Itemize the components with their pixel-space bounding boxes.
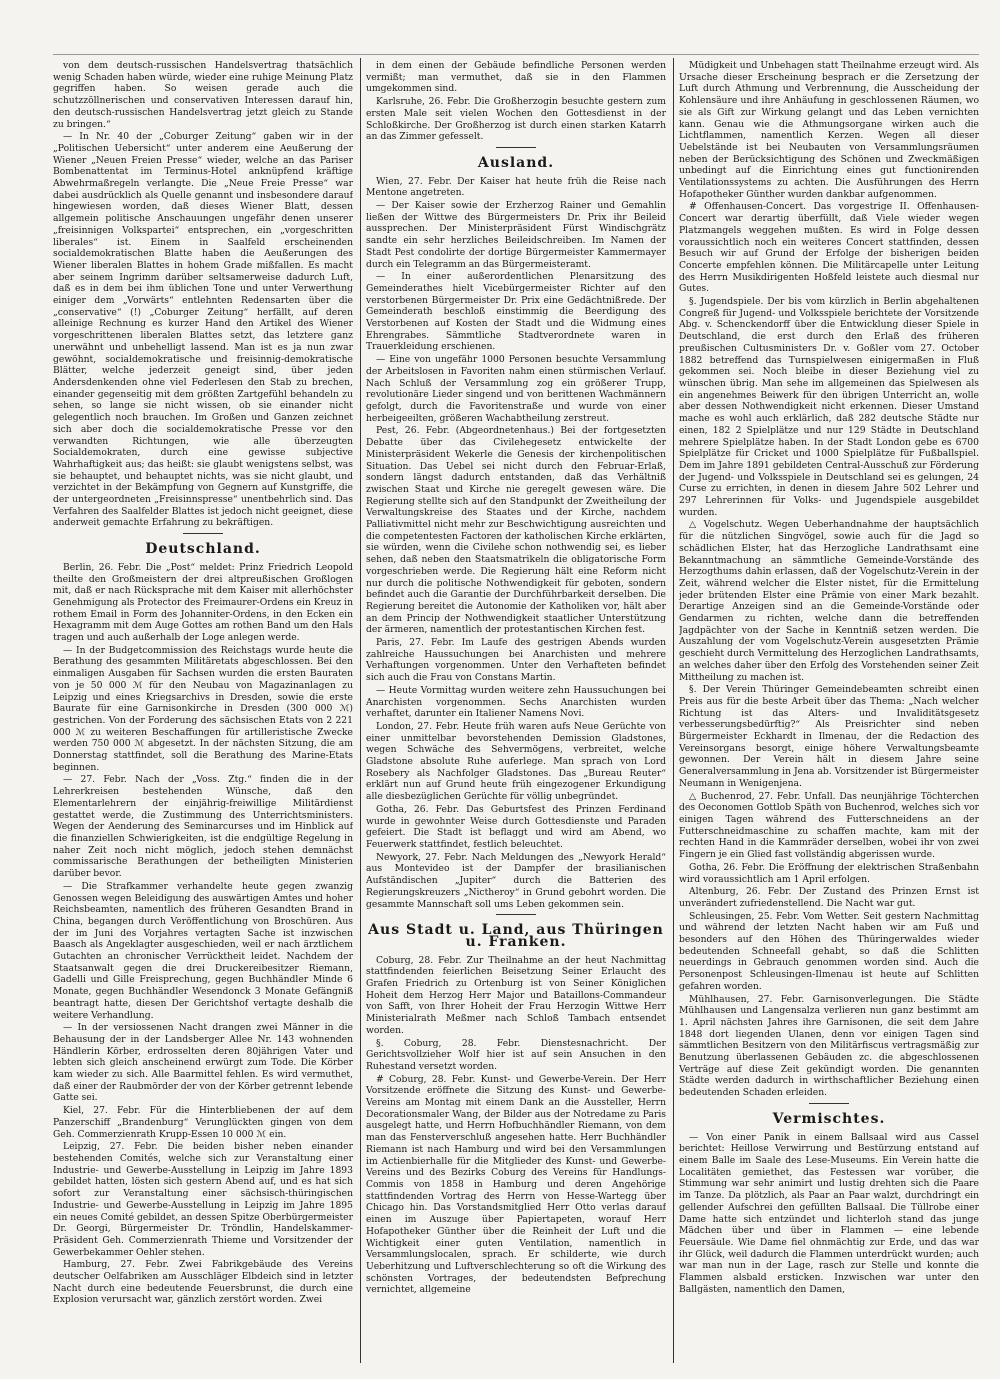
paragraph: London, 27. Febr. Heute früh waren aufs Neue Gerüchte von einer unmittelbar bevorstehenden Demission Gladstones, wegen Schwäche des Sehvermögens, verbreitet, welche Gladstone absolute Ruhe auferlege. Man sprach von Lord Rosebery als Nachfolger Gladstones. Das „Bureau Reuter“ erklärt nun auf Grund heute früh eingezogener Erkundigung alle diesbezüglichen Gerüchte für völlig unbegründet. [366,720,666,803]
paragraph: von dem deutsch-russischen Handelsvertrag thatsächlich wenig Schaden haben würde, wieder eine ruhige Meinung Platz gegriffen haben. So weisen gerade auch die schutzzöllnerischen und conservativen Interessen darauf hin, den deutsch-russischen Handelsvertrag jetzt gleich zu Stande zu bringen.“ [53,60,353,130]
paragraph: △ Buchenrod, 27. Febr. Unfall. Das neunjährige Töchterchen des Oeconomen Gottlob Späth von Buchenrod, welches sich vor einigen Tagen während des Futterschneidens an der Futterschneidmaschine zu schaffen machte, kam mit der rechten Hand in die Kammräder derselben, wobei ihr von zwei Fingern je ein Glied fast vollständig abgerissen wurde. [679,790,979,861]
top-rule [53,54,979,55]
paragraph: — Von einer Panik in einem Ballsaal wird aus Cassel berichtet: Heillose Verwirrung und Bestürzung entstand auf einem Balle im Saale des Lese-Museums. Ein Verein hatte die Localitäten gemiethet, das Festessen war vorüber, die Stimmung war sehr animirt und lustig drehten sich die Paare im Tanze. Da plötzlich, als Paar an Paar walzt, durchdringt ein gellender Aufschrei den gefüllten Ballsaal. Die Tüllrobe einer Dame hatte sich entzündet und lichterloh stand das junge Mädchen über und über in Flammen — eine lebende Feuersäule. Wie Dame fiel ohnmächtig zur Erde, und das war ihr Glück, weil dadurch die Flammen unterdrückt wurden; auch war man nun in der Lage, rasch zur Stelle und konnte die Flammen alsbald ersticken. Inzwischen war unter den Ballgästen, namentlich den Damen, [679,1131,979,1295]
paragraph: # Coburg, 28. Febr. Kunst- und Gewerbe-Verein. Der Herr Vorsitzende eröffnete die Sitzung des Kunst- und Gewerbe-Vereins am Montag mit einem Dank an die Aussteller, Herrn Decorationsmaler Wang, der Bilder aus der Notredame zu Paris ausgelegt hatte, und Herrn Hofbuchhändler Riemann, von dem man das Fensterverschluß angesehen hatte. Herr Buchhändler Riemann ist nach Hamburg und wird bei den Versammlungen im Actienbierhalle für die Mitglieder des Kunst- und Gewerbe-Vereins und des Bezirks Coburg des Vereins für Handlungs-Commis von 1858 in Hamburg und deren Angehörige stattfindenden Vortrag des Herrn von Hesse-Wartegg über Chicago hin. Das Vorstandsmitglied Herr Otto verlas darauf einen im Auszuge über Papiertapeten, worauf Herr Hofapotheker Günther über die Reinheit der Luft und die Wichtigkeit einer guten Ventilation, namentlich in Versammlungslocalen, sprach. Er schilderte, wie durch Ueberhitzung und Luftverschlechterung so oft die Wirkung des schönsten Vortrages, der bedeutendsten Befprechung vernichtet, allgemeine [366,1073,666,1296]
column-rule-1 [360,58,361,1363]
section-heading-deutschland: Deutschland. [145,541,261,558]
paragraph: Berlin, 26. Febr. Die „Post“ meldet: Prinz Friedrich Leopold theilte den Großmeistern der drei altpreußischen Großlogen mit, daß er nach Rücksprache mit dem Kaiser mit allerhöchster Genehmigung als Protector des Freimaurer-Ordens ein Kreuz in rothem Email in Form des Johanniter-Ordens, in den Ecken ein Hexagramm mit dem Auge Gottes am rothen Band um den Hals tragen und auch außerhalb der Loge anlegen werde. [53,561,353,644]
paragraph: §. Der Verein Thüringer Gemeindebeamten schreibt einen Preis aus für die beste Arbeit über das Thema: „Nach welcher Richtung ist das Alters- und Invaliditätsgesetz verbesserungsbedürftig?“ Als Preisrichter sind neben Bürgermeister Eckhardt in Ilmenau, der die Redaction des Vereinsorgans besorgt, einige höhere Verwaltungsbeamte gewonnen. Der Verein hält in diesem Jahre seine Generalversammlung in Jena ab. Vorsitzender ist Bürgermeister Neumann in Wenigenjena. [679,684,979,789]
paragraph: Leipzig, 27. Febr. Die beiden bisher neben einander bestehenden Comités, welche sich zur Veranstaltung einer Industrie- und Gewerbe-Ausstellung in Leipzig im Jahre 1893 gebildet hatten, lösten sich gestern Abend auf, und es hat sich sofort zur Veranstaltung einer sächsisch-thüringischen Industrie- und Gewerbe-Ausstellung in Leipzig im Jahre 1895 ein neues Comité gebildet, an dessen Spitze Oberbürgermeister Dr. Georgi, Bürgermeister Dr. Tröndlin, Handelskammer-Präsident Geh. Commerzienrath Thieme und Vorsitzender der Gewerbekammer Oehler stehen. [53,1141,353,1258]
paragraph: Wien, 27. Febr. Der Kaiser hat heute früh die Reise nach Mentone angetreten. [366,175,666,199]
paragraph: Karlsruhe, 26. Febr. Die Großherzogin besuchte gestern zum ersten Male seit vielen Wochen den Gottesdienst in der Schloßkirche. Der Großherzog ist durch einen starken Katarrh an das Zimmer gefesselt. [366,96,666,143]
paragraph: Gotha, 26. Febr. Das Geburtsfest des Prinzen Ferdinand wurde in gewohnter Weise durch Gottesdienste und Paraden gefeiert. Die Stadt ist beflaggt und wird am Abend, wo Feuerwerk stattfindet, festlich beleuchtet. [366,803,666,850]
divider [496,147,536,148]
column-3 [679,60,979,1360]
paragraph: — In Nr. 40 der „Coburger Zeitung“ gaben wir in der „Politischen Uebersicht“ unter anderem eine Aeußerung der Wiener „Neuen Freien Presse“ wieder, welche an das Pariser Bombenattentat im Terminus-Hotel anknüpfend kräftige Abwehrmaßregeln verlangte. Die „Neue Freie Presse“ war dabei ausdrücklich als Quelle genannt und insbesondere darauf hingewiesen worden, daß dieses Wiener Blatt, dessen allgemein politische Anschauungen ungefähr denen unserer „freisinnigen Volkspartei“ entsprechen, ein „vorgeschritten liberales“ ist. Einem in Saalfeld erscheinenden socialdemokratischen Blatte haben die Aeußerungen des Wiener liberalen Blattes in hohem Grade mißfallen. Es macht aber seinem Ingrimm darüber seltsamerweise dadurch Luft, daß es in dem bei ihm üblichen Tone und unter Verwerthung einiger dem „Vorwärts“ entlehnten Redensarten über die „conservative“ (!) „Coburger Zeitung“ herfällt, auf deren alleinige Rechnung es kurzer Hand den Artikel des Wiener vorgeschrittenen liberalen Blattes setzt, das letztere ganz unerwähnt und unbehelligt lassend. Man ist es ja nun zwar gewöhnt, socialdemokratische und freisinnig-demokratische Blätter, welche jederzeit geneigt sind, über jeden Andersdenkenden ohne viel Federlesen den Stab zu brechen, einander gegenseitig mit dem größten Zartgefühl behandeln zu sehen, so lange sie nicht wissen, ob sie einander nicht gelegentlich noch brauchen. Im Großen und Ganzen zeichnet sich aber doch die socialdemokratische Presse vor den verwandten Richtungen, wie alle überzeugten Socialdemokraten, durch eine gewisse subjective Wahrhaftigkeit aus; das heißt: sie glaubt wenigstens selbst, was sie behauptet, und behauptet nichts, was sie nicht glaubt, und verzichtet in der Bekämpfung von Gegnern auf Kunstgriffe, die der untergeordneten „Freisinnspresse“ unentbehrlich sind. Das Verfahren des Saalfelder Blattes ist jedoch nicht geeignet, diese anderweit gemachte Erfahrung zu bekräftigen. [53,131,353,529]
paragraph: Müdigkeit und Unbehagen statt Theilnahme erzeugt wird. Als Ursache dieser Erscheinung besprach er die Zersetzung der Luft durch Athmung und Verbrennung, die Ausscheidung der Kohlensäure und ihre Anhäufung in geschlossenen Räumen, wo sie als Gift zur Wirkung gelangt und das Leben vernichten kann. Genau wie die Athmungsorgane wirken auch die Lichtflammen, namentlich Kerzen. Wegen all dieser Uebelstände ist bei Neubauten von Versammlungsräumen neben der Berücksichtigung des Schönen und Zweckmäßigen unbedingt auf die Einrichtung eines gut functionirenden Ventilationssystems zu achten. Die Ausführungen des Herrn Hofapotheker Günther wurden dankbar aufgenommen. [679,60,979,200]
paragraph: Pest, 26. Febr. (Abgeordnetenhaus.) Bei der fortgesetzten Debatte über das Civilehegesetz entwickelte der Ministerpräsident Wekerle die Genesis der kirchenpolitischen Situation. Das Uebel sei nicht durch den Februar-Erlaß, sondern längst dadurch entstanden, daß das Verhältniß zwischen Staat und Kirche nie geregelt gewesen wäre. Die Regierung stellte sich auf den Standpunkt der Zweitheilung der Verwaltungskreise des Staates und der Kirche, nachdem Palliativmittel nicht mehr zur Beschwichtigung ausreichten und die competentesten Factoren der katholischen Kirche erklärten, sie würden, wenn die Civilehe schon nothwendig sei, es lieber sehen, daß neben den Staatsmatrikeln die obligatorische Form vorgeschrieben werde. Die Regierung hält eine Reform nicht nur durch die politische Nothwendigkeit für geboten, sondern befindet auch die Garantie der Durchführbarkeit derselben. Die Regierung bereitet die Autonomie der Katholiken vor, hält aber an dem Princip der Nothwendigkeit staatlicher Unterstützung der ärmeren, namentlich der protestantischen Kirchen fest. [366,425,666,636]
paragraph: △ Vogelschutz. Wegen Ueberhandnahme der hauptsächlich für die nützlichen Singvögel, sowie auch für die Jagd so schädlichen Elster, hat das Herzogliche Landrathsamt eine Bekanntmachung an sämmtliche Gemeinde-Vorstände des Herzogthums dahin erlassen, daß der Vogelschutz-Verein in der Zeit, während welcher die Elster nistet, für die Ermittelung jeder brütenden Elster eine Prämie von einer Mark bezahlt. Derartige Anzeigen sind an die Gemeinde-Vorstände oder Gendarmen zu richten, welche dann die betreffenden Jagdpächter von der Sache in Kenntniß setzen werden. Die Auszahlung der vom Vogelschutz-Verein ausgesetzten Prämie geschieht durch Vermittelung des Herzoglichen Landrathsamts, an welches daher über den Erfolg des Vorstehenden seiner Zeit Mittheilung zu machen ist. [679,519,979,683]
paragraph: Coburg, 28. Febr. Zur Theilnahme an der heut Nachmittag stattfindenden feierlichen Beisetzung Seiner Erlaucht des Grafen Friedrich zu Ortenburg ist von Seiner Königlichen Hoheit dem Herzog Herr Major und Bataillons-Commandeur von Safft, von Ihrer Hoheit der Frau Herzogin Wittwe Herr Ministerialrath Meßmer nach Schloß Tambach entsendet worden. [366,954,666,1036]
column-rule-2 [673,58,674,1363]
section-heading-thueringen: Aus Stadt u. Land, aus Thüringen u. Franken. [368,922,664,950]
column-1 [53,60,353,1360]
section-heading-vermischtes: Vermischtes. [772,1110,886,1127]
divider [183,533,223,534]
paragraph: Altenburg, 26. Febr. Der Zustand des Prinzen Ernst ist unverändert zufriedenstellend. Die Nacht war gut. [679,886,979,909]
paragraph: — 27. Febr. Nach der „Voss. Ztg.“ finden die in der Lehrerkreisen bestehenden Wünsche, daß den Elementarlehrern der einjährig-freiwillige Militärdienst gestattet werde, die Zustimmung des Unterrichtsministers. Wegen der Aenderung des Seminarcurses und im Hinblick auf die finanziellen Schwierigkeiten, ist die endgültige Regelung in naher Zeit noch nicht möglich, jedoch stehen demnächst commissarische Berathungen der betheiligten Ministerien darüber bevor. [53,774,353,880]
paragraph: — Der Kaiser sowie der Erzherzog Rainer und Gemahlin ließen der Wittwe des Bürgermeisters Dr. Prix ihr Beileid aussprechen. Der Ministerpräsident Fürst Windischgrätz sandte ein sehr herzliches Beileidschreiben. Im Namen der Stadt Pest condolirte der dortige Bürgermeister Kammermayer durch ein Telegramm an das Bürgermeisteramt. [366,200,666,270]
column-2 [366,60,666,1360]
divider [496,914,536,915]
divider [809,1103,849,1104]
paragraph: — In der versiossenen Nacht drangen zwei Männer in die Behausung der in der Landsberger Allee Nr. 143 wohnenden Händlerin Körber, erdrosselten deren 80jährigen Vater und lebten sich gleich anscheinend erwürgt zum Tode. Die Körber kam wieder zu sich. Alle Baarmittel fehlen. Es wird vermuthet, daß einer der Raubmörder der von der Körber getrennt lebende Gatte sei. [53,1022,353,1104]
section-heading-ausland: Ausland. [477,154,555,171]
paragraph: Kiel, 27. Febr. Für die Hinterbliebenen der auf dem Panzerschiff „Brandenburg“ Verunglückten gingen von dem Geh. Commerzienrath Krupp-Essen 10 000 ℳ ein. [53,1105,353,1140]
paragraph: # Offenhausen-Concert. Das vorgestrige II. Offenhausen-Concert war derartig überfüllt, daß Viele wieder wegen Platzmangels weggehen mußten. Es wird in Folge dessen voraussichtlich noch ein weiteres Concert stattfinden, dessen Besuch wir auf Grund der Erfolge der bisherigen beiden Concerte empfehlen können. Die Militärcapelle unter Leitung des Herrn Musikdirigenten Hoßfeld leistete auch diesmal nur Gutes. [679,201,979,295]
paragraph: Paris, 27. Febr. Im Laufe des gestrigen Abends wurden zahlreiche Haussuchungen bei Anarchisten und mehrere Verhaftungen vorgenommen. Unter den Verhafteten befindet sich auch die Frau von Constans Martin. [366,637,666,684]
paragraph: — In einer außerordentlichen Plenarsitzung des Gemeinderathes hielt Vicebürgermeister Richter auf den verstorbenen Bürgermeister Dr. Prix eine Gedächtnißrede. Der Gemeinderath beschloß einstimmig die Beerdigung des Verstorbenen auf Kosten der Stadt und die Widmung eines Ehrengrabes. Sämmtliche Stadtverordnete waren in Trauerkleidung erschienen. [366,271,666,353]
paragraph: Schleusingen, 25. Febr. Vom Wetter. Seit gestern Nachmittag und während der letzten Nacht haben wir am Fuß und besonders auf den Höhen des Thüringerwaldes wieder bedeutenden Schneefall gehabt, so daß die Schlitten neuerdings in Gebrauch genommen worden sind. Auch die Personenpost Schleusingen-Ilmenau ist heute auf Schlitten gefahren worden. [679,910,979,992]
paragraph: — Heute Vormittag wurden weitere zehn Haussuchungen bei Anarchisten vorgenommen. Sechs Anarchisten wurden verhaftet, darunter ein Italiener Namens Novi. [366,684,666,720]
paragraph: — In der Budgetcommission des Reichstags wurde heute die Berathung des gesammten Militäretats abgeschlossen. Bei den einmaligen Ausgaben für Sachsen wurden die ersten Bauraten von je 50 000 ℳ für den Neubau von Magazinanlagen zu Leipzig und eines Kriegsarchivs in Dresden, sowie die erste Baurate für eine Garnisonkirche in Dresden (300 000 ℳ) gestrichen. Von der Forderung des sächsischen Etats von 2 221 000 ℳ zu weiteren Beschaffungen für artilleristische Zwecke werden 750 000 ℳ abgesetzt. In der nächsten Sitzung, die am Donnerstag stattfindet, soll die Berathung des Marine-Etats beginnen. [53,644,353,773]
paragraph: Newyork, 27. Febr. Nach Meldungen des „Newyork Herald“ aus Montevideo ist der Dampfer der brasilianischen Aufständischen „Jupiter“ durch die Batterien des Regierungskreuzers „Nictheroy“ in Grund gebohrt worden. Die gesammte Mannschaft soll ums Leben gekommen sein. [366,851,666,910]
paragraph: §. Jugendspiele. Der bis vom kürzlich in Berlin abgehaltenen Congreß für Jugend- und Volksspiele berichtete der Vorsitzende Abg. v. Schenckendorff über die Entwicklung dieser Spiele in Deutschland, die erst durch den Erlaß des früheren preußischen Cultusministers Dr. v. Goßler vom 27. October 1882 betreffend das Turnspielwesen einigermaßen in Fluß gekommen sei. Noch bleibe in dieser Beziehung viel zu wünschen übrig. Man sehe im allgemeinen das Spielwesen als ein angenehmes Beiwerk für den übrigen Unterricht an, wolle aber dessen Nothwendigkeit nicht erkennen. Dieser Umstand mache es wohl auch erklärlich, daß 282 deutsche Städte nur einen, 182 2 Spielplätze und nur 129 Städte in Deutschland mehrere Spielplätze haben. In der Stadt London gebe es 6700 Spielplätze für Cricket und 1000 Spielplätze für Fußballspiel. Dem im Jahre 1891 gebildeten Central-Ausschuß zur Förderung der Jugend- und Volksspiele in Deutschland sei es gelungen, 24 Curse zu errichten, in denen in diesem Jahre 502 Lehrer und 297 Lehrerinnen für Volks- und Jugendspiele ausgebildet wurden. [679,296,979,518]
paragraph: — Eine von ungefähr 1000 Personen besuchte Versammlung der Arbeitslosen in Favoriten nahm einen stürmischen Verlauf. Nach Schluß der Versammlung zog ein größerer Trupp, revolutionäre Lieder singend und von berittenen Wachmännern gefolgt, durch die Favoritenstraße und wurde von einer herbeigeeilten, größeren Wachabtheilung zerstreut. [366,354,666,424]
paragraph: Gotha, 26. Febr. Die Eröffnung der elektrischen Straßenbahn wird voraussichtlich am 1 April erfolgen. [679,861,979,885]
paragraph: — Die Strafkammer verhandelte heute gegen zwanzig Genossen wegen Beleidigung des auswärtigen Amtes und hoher Reichsbeamten, namentlich des früheren Gesandten Brand in China, begangen durch Veröffentlichung von Broschüren. Aus der im Juni des Vorjahres vertagten Sache ist inzwischen Baasch als Angeklagter ausgeschieden, weil er nach ärztlichem Gutachten an chronischer Verrücktheit leidet. Nachdem der Staatsanwalt gegen die drei Druckereibesitzer Riemann, Gadelli und Gille Freisprechung, gegen Buchhändler Minde 6 Monate, gegen Buchhändler Wesendonck 3 Monate Gefängniß beantragt hatte, diesen Der Gerichtshof vertagte deshalb die weitere Verhandlung. [53,880,353,1021]
paragraph: in dem einen der Gebäude befindliche Personen werden vermißt; man vermuthet, daß sie in den Flammen umgekommen sind. [366,60,666,95]
paragraph: Hamburg, 27. Febr. Zwei Fabrikgebäude des Vereins deutscher Oelfabriken am Ausschläger Elbdeich sind in letzter Nacht durch eine bedeutende Feuersbrunst, die durch eine Explosion verursacht war, gänzlich zerstört worden. Zwei [53,1259,353,1306]
paragraph: Mühlhausen, 27. Febr. Garnisonverlegungen. Die Städte Mühlhausen und Langensalza verlieren nun ganz bestimmt am 1. April nächsten Jahres ihre Garnisonen, die seit dem Jahre 1848 dort liegenden Ulanen, denn vor einigen Tagen sind sämmtlichen Besitzern von den Militärfiscus vertragsmäßig zur Benutzung überlassenen Gebäuden zc. die abgeschlossenen Verträge auf diese Zeit gekündigt worden. Die genannten Städte werden dadurch in wirthschaftlicher Beziehung einen bedeutenden Schaden erleiden. [679,993,979,1099]
paragraph: §. Coburg, 28. Febr. Dienstesnachricht. Der Gerichtsvollzieher Wolf hier ist auf sein Ansuchen in den Ruhestand versetzt worden. [366,1037,666,1072]
